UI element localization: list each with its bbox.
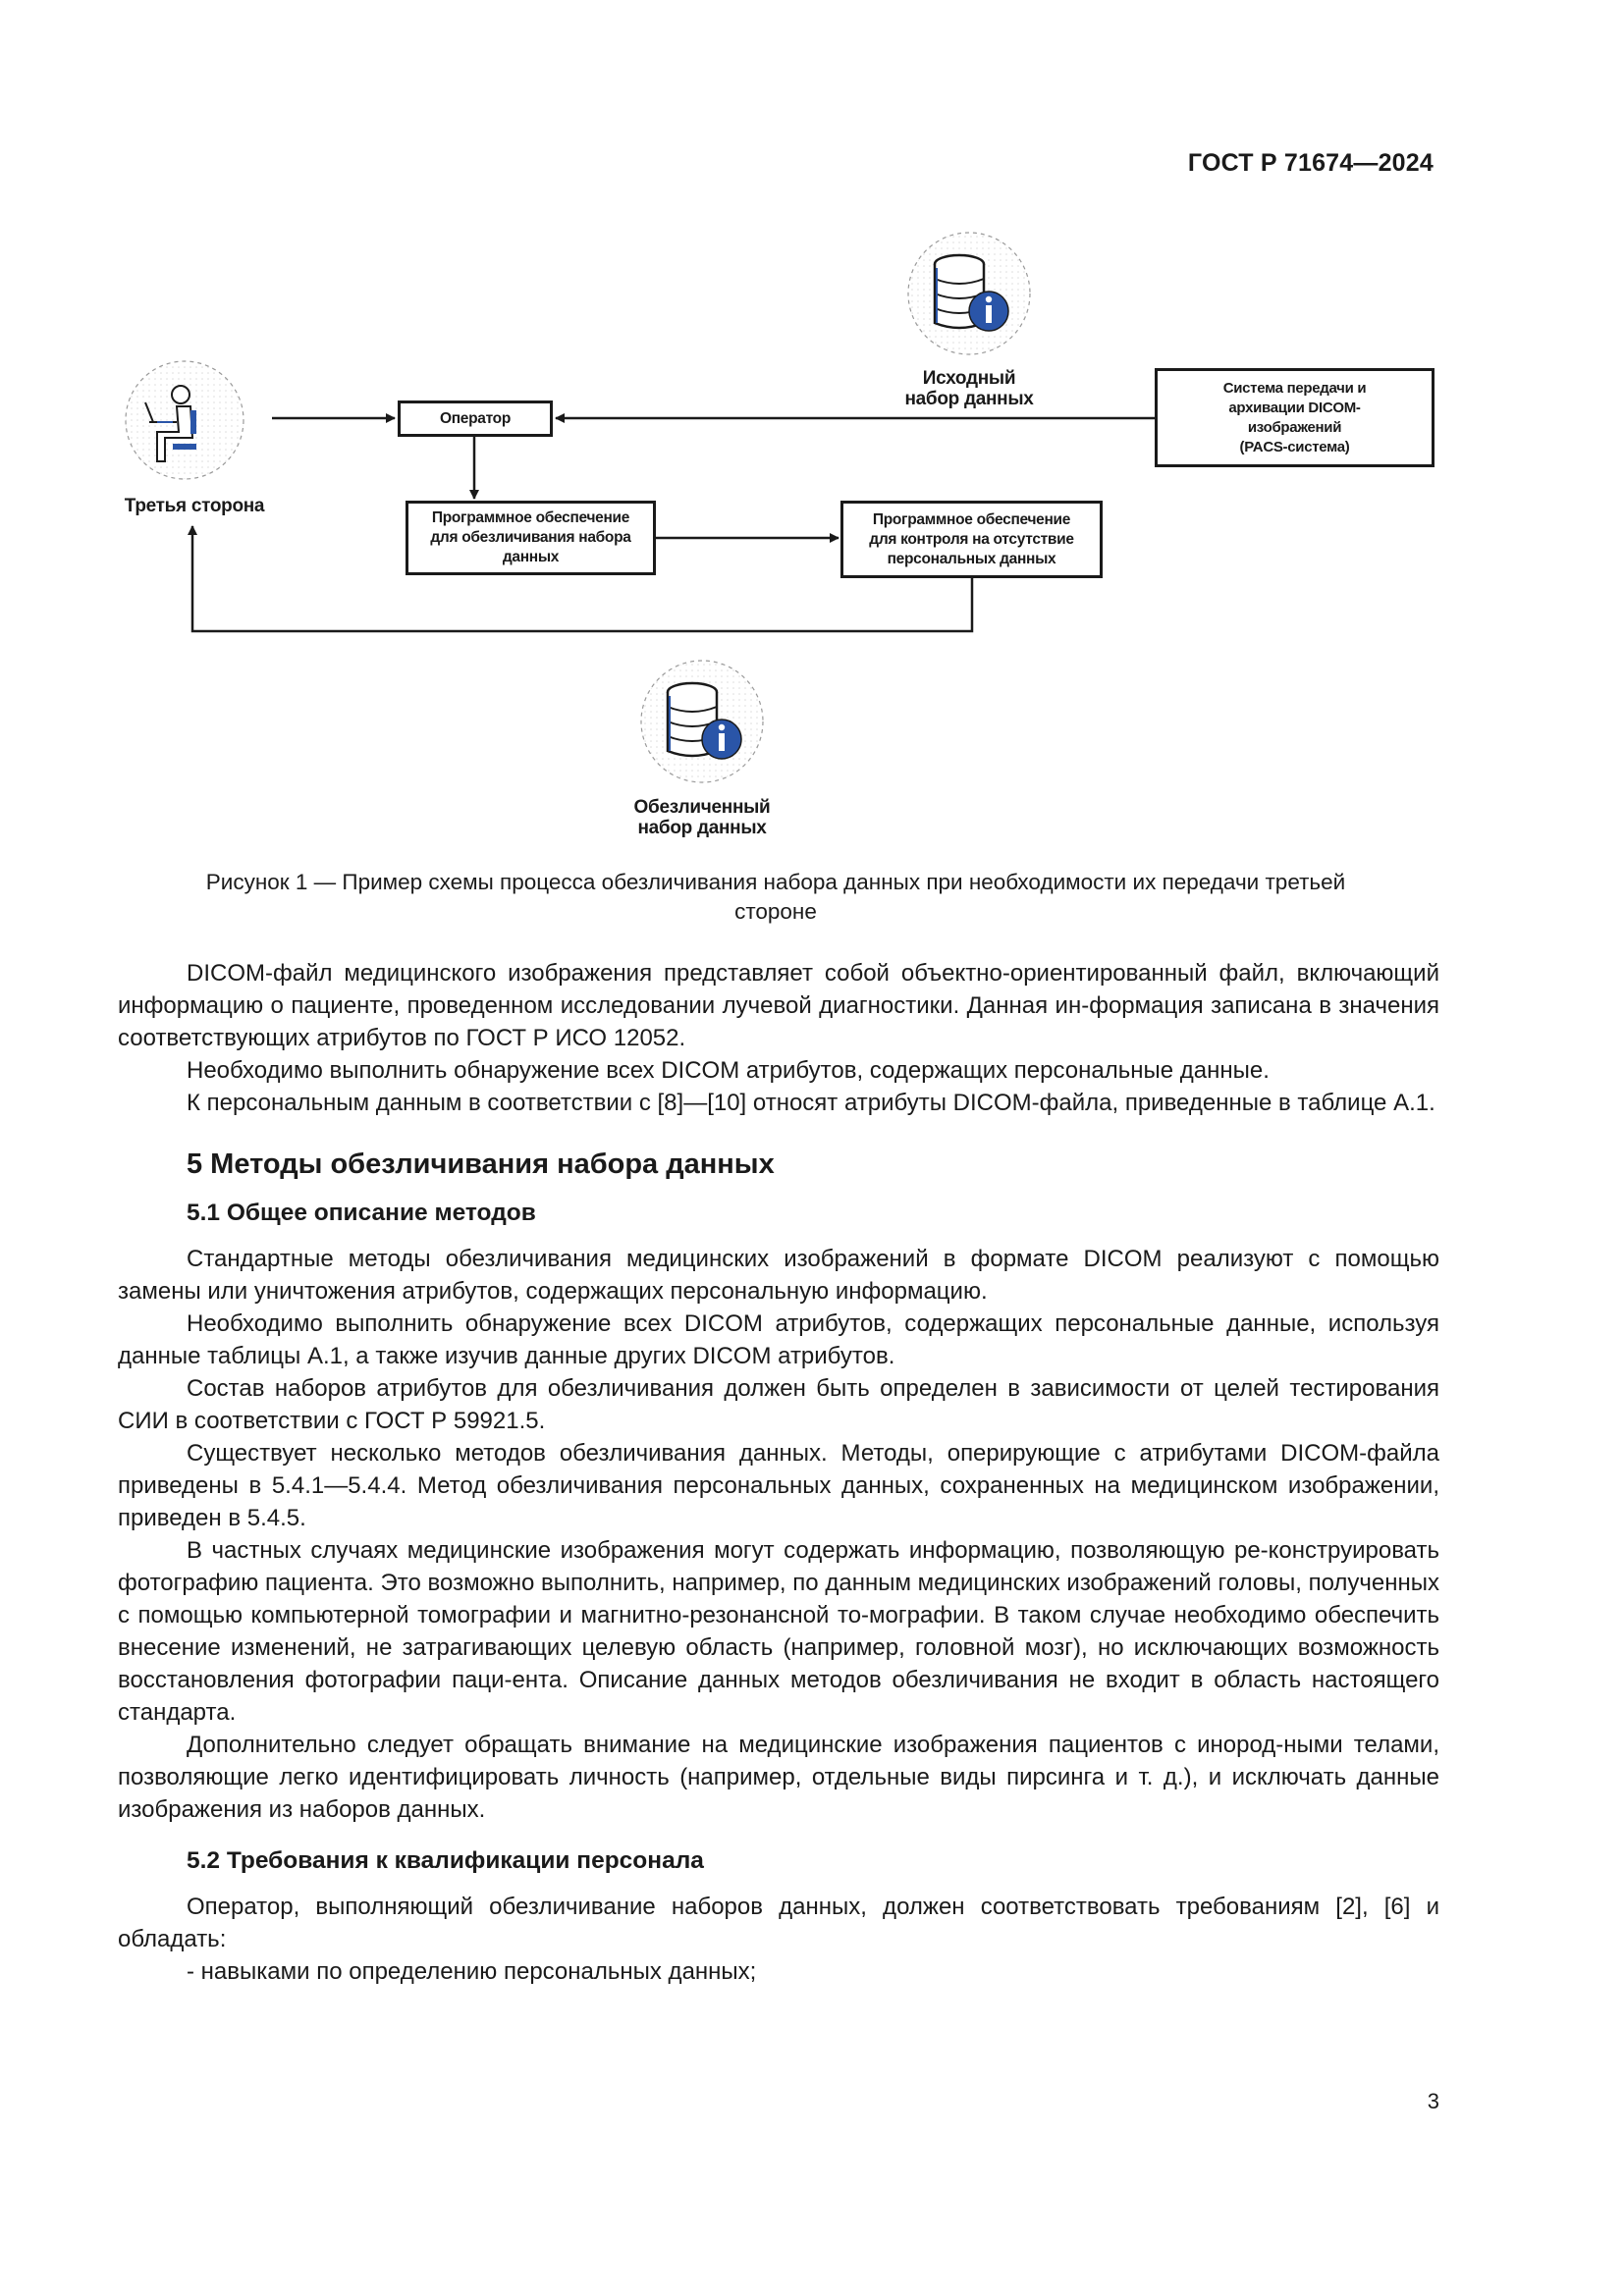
anonymized-dataset-label-line1: Обезличенный	[633, 797, 771, 818]
pacs-box	[1155, 368, 1435, 467]
page-number: 3	[1427, 2089, 1439, 2113]
control-line3: персональных данных	[887, 550, 1056, 567]
operator-box	[398, 400, 553, 437]
person-at-computer-icon	[126, 361, 244, 479]
source-dataset-label	[871, 368, 1067, 409]
paragraph: Необходимо выполнить обнаружение всех DICOM атрибутов, содержащих персональные данные.	[187, 1057, 1270, 1084]
document-body	[118, 957, 1439, 1988]
figure-caption-line1: Рисунок 1 — Пример схемы процесса обезличивания набора данных при необходимости их передачи третьей	[205, 870, 1346, 894]
subsection-heading-5-1: 5.1 Общее описание методов	[187, 1200, 536, 1226]
figure-caption	[118, 868, 1434, 927]
anonymization-line1: Программное обеспечение	[431, 509, 630, 526]
paragraph: Оператор, выполняющий обезличивание наборов данных, должен соответствовать требованиям [2], [6] и обладать:	[118, 1894, 1439, 1952]
paragraph: Существует несколько методов обезличивания данных. Методы, оперирующие с атрибутами DICOM-файла приведены в 5.4.1—5.4.4. Метод обезличивания персональных данных, сохраненных на медицинском изображении, приведен в 5.4.5.	[118, 1440, 1439, 1531]
pacs-line3: изображений	[1247, 418, 1342, 436]
control-line2: для контроля на отсутствие	[869, 530, 1074, 548]
paragraph: Стандартные методы обезличивания медицинских изображений в формате DICOM реализуют с помощью замены или уничтожения атрибутов, содержащих персональную информацию.	[118, 1246, 1439, 1305]
anonymized-dataset-label-line2: набор данных	[637, 818, 767, 838]
operator-label: Оператор	[439, 409, 512, 427]
paragraph: К персональным данным в соответствии с [8]—[10] относят атрибуты DICOM-файла, приведенные в таблице А.1.	[187, 1090, 1435, 1116]
paragraph: DICOM-файл медицинского изображения представляет собой объектно-ориентированный файл, включающий информацию о пациенте, проведенном исследовании лучевой диагностики. Данная ин-формация записана в значения соответствующих атрибутов по ГОСТ Р ИСО 12052.	[118, 960, 1439, 1051]
process-diagram	[0, 0, 1624, 864]
paragraph: Состав наборов атрибутов для обезличивания должен быть определен в зависимости от целей тестирования СИИ в соответствии с ГОСТ Р 59921.5.	[118, 1375, 1439, 1434]
pacs-line4: (PACS-система)	[1239, 438, 1350, 455]
control-line1: Программное обеспечение	[872, 510, 1071, 528]
source-dataset-label-line1: Исходный	[922, 368, 1016, 389]
source-dataset-label-line2: набор данных	[904, 389, 1034, 409]
pacs-line1: Система передачи и	[1222, 379, 1367, 397]
section-heading-5: 5 Методы обезличивания набора данных	[187, 1148, 775, 1180]
list-item: - навыками по определению персональных данных;	[187, 1958, 757, 1985]
database-info-icon-anonymized	[641, 661, 763, 782]
pacs-line2: архивации DICOM-	[1228, 399, 1361, 416]
paragraph: Дополнительно следует обращать внимание на медицинские изображения пациентов с инород-ными телами, позволяющие легко идентифицировать личность (например, отдельные виды пирсинга и т. д.), и исключать данные изображения из наборов данных.	[118, 1732, 1439, 1823]
database-info-icon-source	[908, 233, 1030, 354]
anonymization-line3: данных	[502, 549, 560, 565]
figure-caption-line2: стороне	[734, 899, 817, 924]
anonymization-software-box	[406, 501, 656, 575]
anonymized-dataset-label	[604, 797, 800, 838]
subsection-heading-5-2: 5.2 Требования к квалификации персонала	[187, 1847, 704, 1874]
paragraph: Необходимо выполнить обнаружение всех DICOM атрибутов, содержащих персональные данные, используя данные таблицы А.1, а также изучив данные других DICOM атрибутов.	[118, 1310, 1439, 1369]
document-header-id: ГОСТ Р 71674—2024	[1187, 149, 1434, 177]
anonymization-line2: для обезличивания набора	[430, 529, 631, 546]
control-software-box	[840, 501, 1103, 578]
paragraph: В частных случаях медицинские изображения могут содержать информацию, позволяющую ре-конструировать фотографию пациента. Это возможно выполнить, например, по данным медицинских изображений головы, полученных с помощью компьютерной томографии и магнитно-резонансной то-мографии. В таком случае необходимо обеспечить внесение изменений, не затрагивающих целевую область (например, головной мозг), но исключающих возможность восстановления фотографии паци-ента. Описание данных методов обезличивания не входит в область настоящего стандарта.	[118, 1537, 1439, 1726]
third-party-label: Третья сторона	[124, 496, 265, 516]
